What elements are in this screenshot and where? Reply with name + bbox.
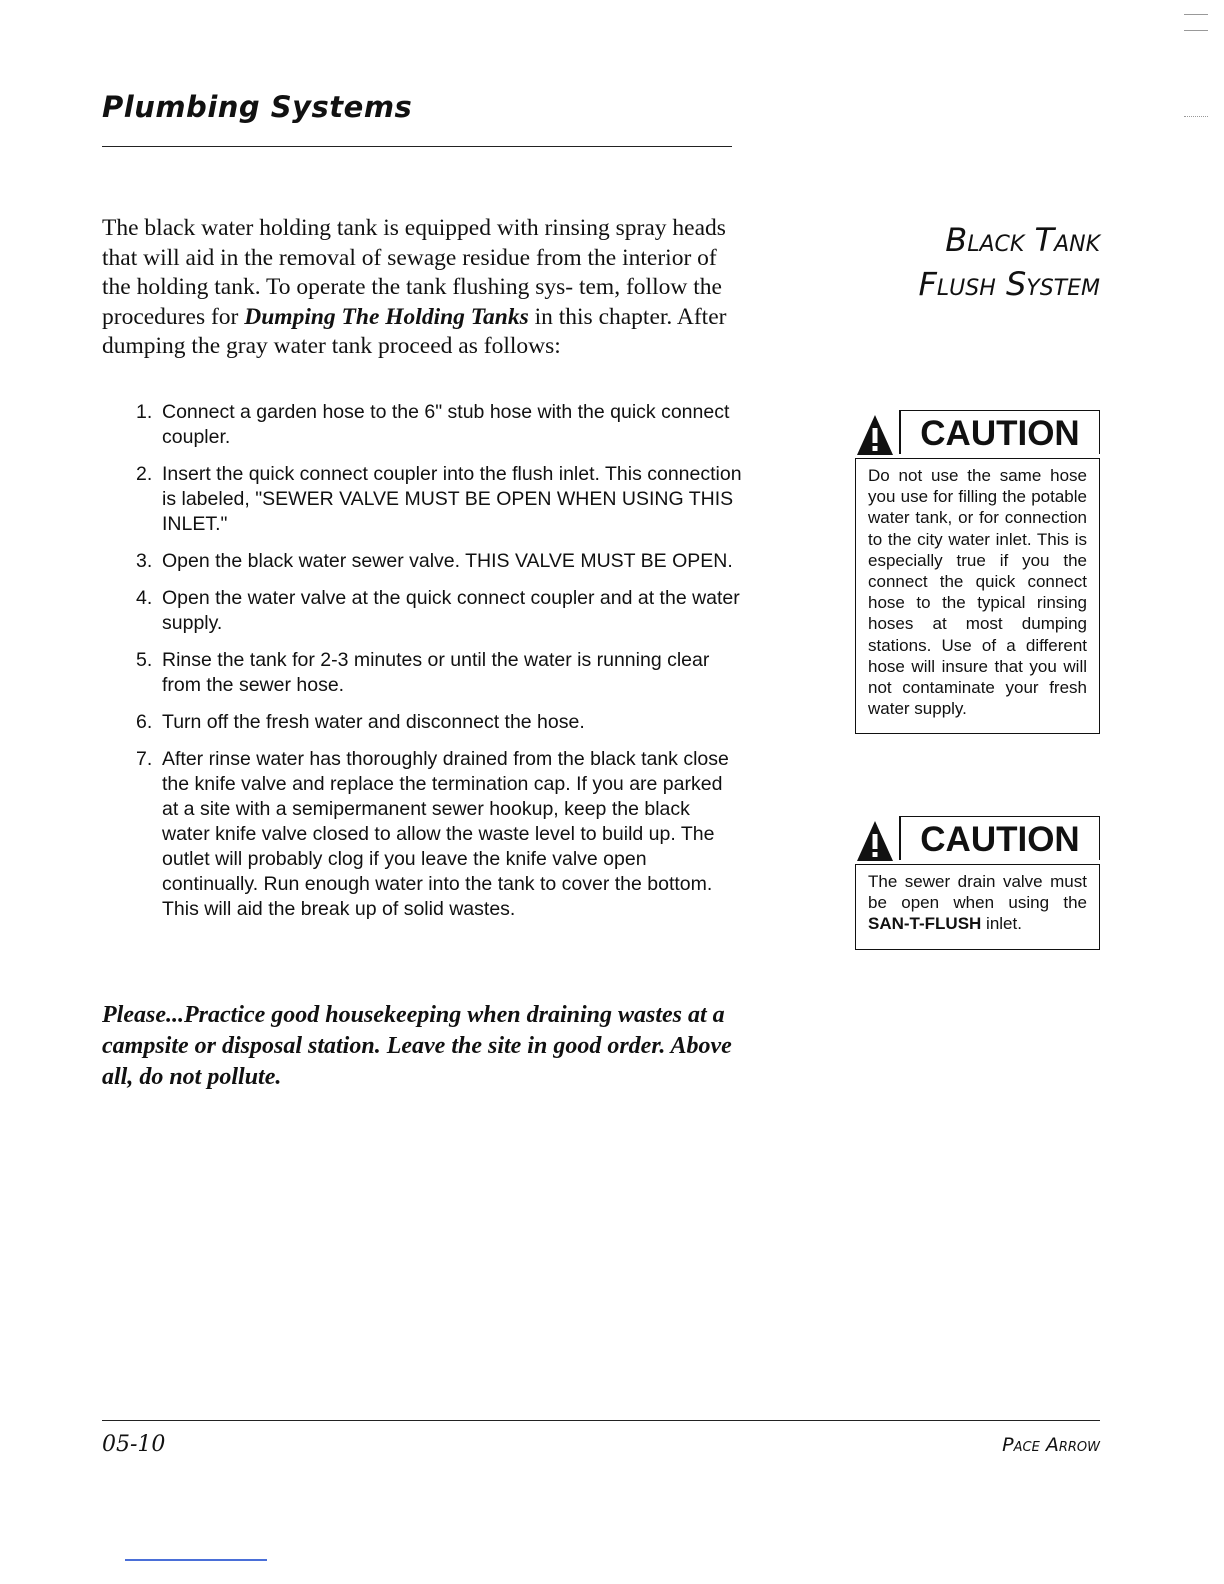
- scan-artifact: [1184, 30, 1208, 31]
- scan-artifact: [1184, 14, 1208, 15]
- intro-text-after: in this chapter. After dumping the gray water tank proceed as follows:: [102, 303, 727, 359]
- scan-artifact: [1184, 116, 1208, 117]
- warning-triangle-icon: [855, 413, 895, 457]
- step-item: [130, 710, 742, 735]
- caution-label: CAUTION: [899, 816, 1100, 860]
- warning-triangle-icon: [855, 819, 895, 863]
- caution-emphasis: SAN-T-FLUSH: [868, 914, 982, 934]
- step-item: [130, 549, 742, 574]
- caution-header: [855, 410, 1100, 458]
- caution-label: CAUTION: [899, 410, 1100, 454]
- step-number: 6.: [136, 711, 153, 733]
- caution-text-after: inlet.: [981, 914, 1022, 934]
- step-number: 7.: [136, 748, 153, 770]
- step-text: After rinse water has thoroughly drained from the black tank close the knife valve and replace the termination cap. If you are parked at a site with a semipermanent sewer hookup, keep the black water knife valve closed to allow the waste level to build up. The outlet will probably clog if you leave the knife valve open continually. Run enough water into the tank to cover the bottom. This will aid the break up of solid wastes.: [162, 748, 729, 920]
- step-text: Open the black water sewer valve. THIS VALVE MUST BE OPEN.: [162, 550, 733, 572]
- footer-rule: [102, 1420, 1100, 1421]
- step-text: Connect a garden hose to the 6" stub hose with the quick connect coupler.: [162, 401, 730, 448]
- step-text: Insert the quick connect coupler into the flush inlet. This connection is labeled, "SEWER VALVE MUST BE OPEN WHEN USING THIS INLET.": [162, 463, 742, 535]
- section-heading-line1: Black Tank: [945, 221, 1100, 259]
- step-item: [130, 747, 742, 922]
- caution-box-valve: [855, 816, 1100, 950]
- footer-brand: Pace Arrow: [1002, 1434, 1100, 1456]
- step-number: 5.: [136, 649, 153, 671]
- step-item: [130, 648, 742, 698]
- chapter-title: Plumbing Systems: [102, 90, 413, 124]
- caution-header: [855, 816, 1100, 864]
- intro-text-before: The black water holding tank is equipped with rinsing spray heads that will aid in the removal of sewage residue from the interior of the holding tank. To operate the tank flushing sys- tem, follow the procedures for: [102, 215, 726, 330]
- caution-text-before: The sewer drain valve must be open when using the: [868, 872, 1087, 913]
- step-text: Open the water valve at the quick connect coupler and at the water supply.: [162, 587, 740, 634]
- step-number: 1.: [136, 401, 153, 423]
- caution-text: [855, 864, 1100, 950]
- closing-note: Please...Practice good housekeeping when draining wastes at a campsite or disposal station. Leave the site in good order. Above all, do not pollute.: [102, 1002, 732, 1090]
- section-heading-line2: Flush System: [918, 265, 1100, 303]
- page-number: 05-10: [102, 1432, 166, 1457]
- intro-paragraph: [102, 214, 732, 362]
- step-text: Turn off the fresh water and disconnect the hose.: [162, 711, 585, 733]
- step-number: 3.: [136, 550, 153, 572]
- step-text: Rinse the tank for 2-3 minutes or until the water is running clear from the sewer hose.: [162, 649, 710, 696]
- intro-reference: Dumping The Holding Tanks: [244, 303, 529, 330]
- caution-text: Do not use the same hose you use for filling the potable water tank, or for connection to the city water inlet. This is especially true if you the connect the quick connect hose to the typical rinsing hoses at most dumping stations. Use of a different hose will insure that you will not contaminate your fresh water supply.: [855, 458, 1100, 734]
- procedure-steps: [130, 400, 742, 934]
- step-number: 2.: [136, 463, 153, 485]
- section-heading: [860, 218, 1100, 306]
- step-item: [130, 586, 742, 636]
- step-item: [130, 400, 742, 450]
- step-number: 4.: [136, 587, 153, 609]
- scan-artifact: [125, 1559, 267, 1561]
- header-rule: [102, 146, 732, 147]
- caution-box-hose: [855, 410, 1100, 734]
- step-item: [130, 462, 742, 537]
